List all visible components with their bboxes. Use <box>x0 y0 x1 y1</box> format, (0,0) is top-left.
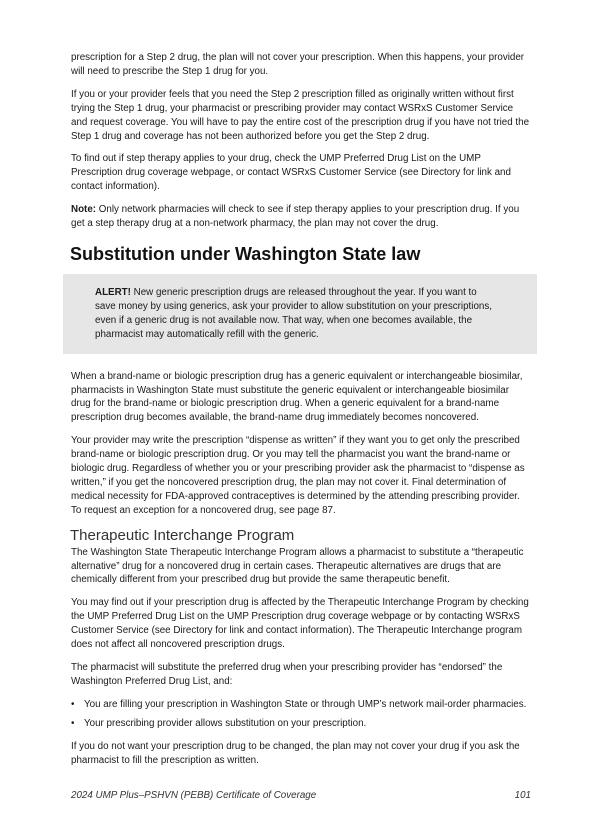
alert-paragraph <box>95 286 492 342</box>
paragraph: You may find out if your prescription drug is affected by the Therapeutic Interchange Program by checking the UMP Preferred Drug List on the UMP Prescription drug coverage webpage or by contacting WSRxS Customer Service (see Directory for link and contact information). The Therapeutic Interchange program does not affect all noncovered prescription drugs. <box>71 597 529 651</box>
alert-text: New generic prescription drugs are released throughout the year. If you want to save money by using generics, ask your provider to allow substitution on your prescriptions, even if a generic drug is not available now. That way, when one becomes available, the pharmacist may automatically refill with the generic. <box>95 286 492 340</box>
bullet-item <box>71 717 531 731</box>
page-number: 101 <box>514 790 531 802</box>
paragraph: To find out if step therapy applies to your drug, check the UMP Preferred Drug List on the UMP Prescription drug coverage webpage, or contact WSRxS Customer Service (see Directory for link and contact information). <box>71 153 511 193</box>
paragraph: If you do not want your prescription drug to be changed, the plan may not cover your drug if you ask the pharmacist to fill the prescription as written. <box>71 740 520 766</box>
alert-label: ALERT! <box>95 286 131 298</box>
bullet-text: Your prescribing provider allows substitution on your prescription. <box>84 717 367 729</box>
bullet-text: You are filling your prescription in Washington State or through UMP’s network mail-order pharmacies. <box>84 698 527 710</box>
note-label: Note: <box>71 204 97 216</box>
bullet-icon: • <box>71 717 75 729</box>
paragraph: When a brand-name or biologic prescription drug has a generic equivalent or interchangeable biosimilar, pharmacists in Washington State must substitute the generic equivalent or interchangeable biosimilar drug for the brand-name or biologic prescription drug. When a generic equivalent for a brand-name prescription drug becomes available, the brand-name drug immediately becomes noncovered. <box>71 370 523 424</box>
paragraph: Your provider may write the prescription “dispense as written” if they want you to get only the prescribed brand-name or biologic prescription drug. Or you may tell the pharmacist you want the brand-name or biologic drug. Regardless of whether you or your prescribing provider ask the pharmacist to “dispense as written,” if you get the noncovered prescription drug, the plan may not cover it. Final determination of medical necessity for FDA-approved contraceptives is determined by the attending prescribing provider. To request an exception for a noncovered drug, see page 87. <box>71 435 525 516</box>
paragraph: The Washington State Therapeutic Interchange Program allows a pharmacist to substitute a “therapeutic alternative” drug for a noncovered drug in certain cases. Therapeutic alternatives are drugs that are chemically different from your prescribed drug but provide the same therapeutic benefit. <box>71 546 524 586</box>
footer <box>71 789 531 803</box>
footer-title: 2024 UMP Plus–PSHVN (PEBB) Certificate of Coverage <box>71 790 317 802</box>
note-text: Only network pharmacies will check to see if step therapy applies to your prescription drug. If you get a step therapy drug at a non-network pharmacy, the plan may not cover the drug. <box>71 204 520 230</box>
bullet-item <box>71 698 531 712</box>
subheading: Therapeutic Interchange Program <box>70 526 295 544</box>
alert-box <box>63 274 537 354</box>
paragraph: prescription for a Step 2 drug, the plan will not cover your prescription. When this happens, your provider will need to prescribe the Step 1 drug for you. <box>71 52 525 77</box>
bullet-icon: • <box>71 698 75 710</box>
note-paragraph <box>71 203 531 231</box>
section-heading: Substitution under Washington State law <box>70 243 421 264</box>
paragraph: The pharmacist will substitute the preferred drug when your prescribing provider has “endorsed” the Washington Preferred Drug List, and: <box>71 662 503 687</box>
paragraph: If you or your provider feels that you need the Step 2 prescription filled as originally written without first trying the Step 1 drug, your pharmacist or prescribing provider may contact WSRxS Customer Service and request coverage. You will have to pay the entire cost of the prescription drug if you have not tried the Step 1 drug and coverage has not been authorized before you get the Step 2 drug. <box>71 88 530 142</box>
